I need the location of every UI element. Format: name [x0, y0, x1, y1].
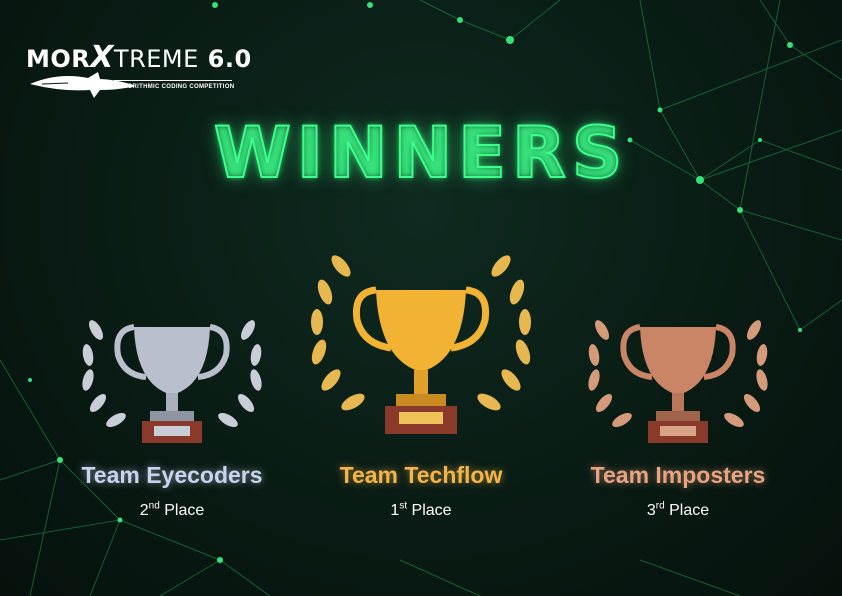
- gold-trophy-icon: [301, 240, 541, 452]
- winner-third-place: [558, 0, 798, 596]
- rank-word: Place: [411, 502, 452, 519]
- rank-suffix: nd: [148, 500, 160, 512]
- rank-number: 2: [139, 502, 149, 519]
- place-label-first: [301, 502, 541, 520]
- rank-number: 3: [646, 502, 656, 519]
- team-name-second: Team Eyecoders: [81, 462, 263, 488]
- rank-number: 1: [390, 502, 400, 519]
- logo-name-b: TREME: [113, 45, 199, 73]
- rank-word: Place: [164, 502, 205, 519]
- logo-version: 6.0: [207, 45, 252, 73]
- place-label-third: [558, 502, 798, 520]
- bronze-trophy-icon: [580, 285, 776, 455]
- rank-suffix: rd: [655, 500, 665, 512]
- logo-tagline: ALGORITHMIC CODING COMPETITION: [114, 84, 235, 90]
- winner-first-place: [301, 0, 541, 596]
- team-name-first: Team Techflow: [339, 462, 503, 488]
- silver-trophy-icon: [74, 285, 270, 455]
- rank-word: Place: [669, 502, 710, 519]
- winner-second-place: [52, 0, 292, 596]
- place-label-second: [52, 502, 292, 520]
- logo-name-a: MOR: [26, 45, 91, 73]
- logo-x: X: [90, 40, 114, 75]
- winners-headline: WINNERS: [213, 112, 629, 194]
- team-name-third: Team Imposters: [590, 462, 766, 488]
- rank-suffix: st: [399, 500, 408, 512]
